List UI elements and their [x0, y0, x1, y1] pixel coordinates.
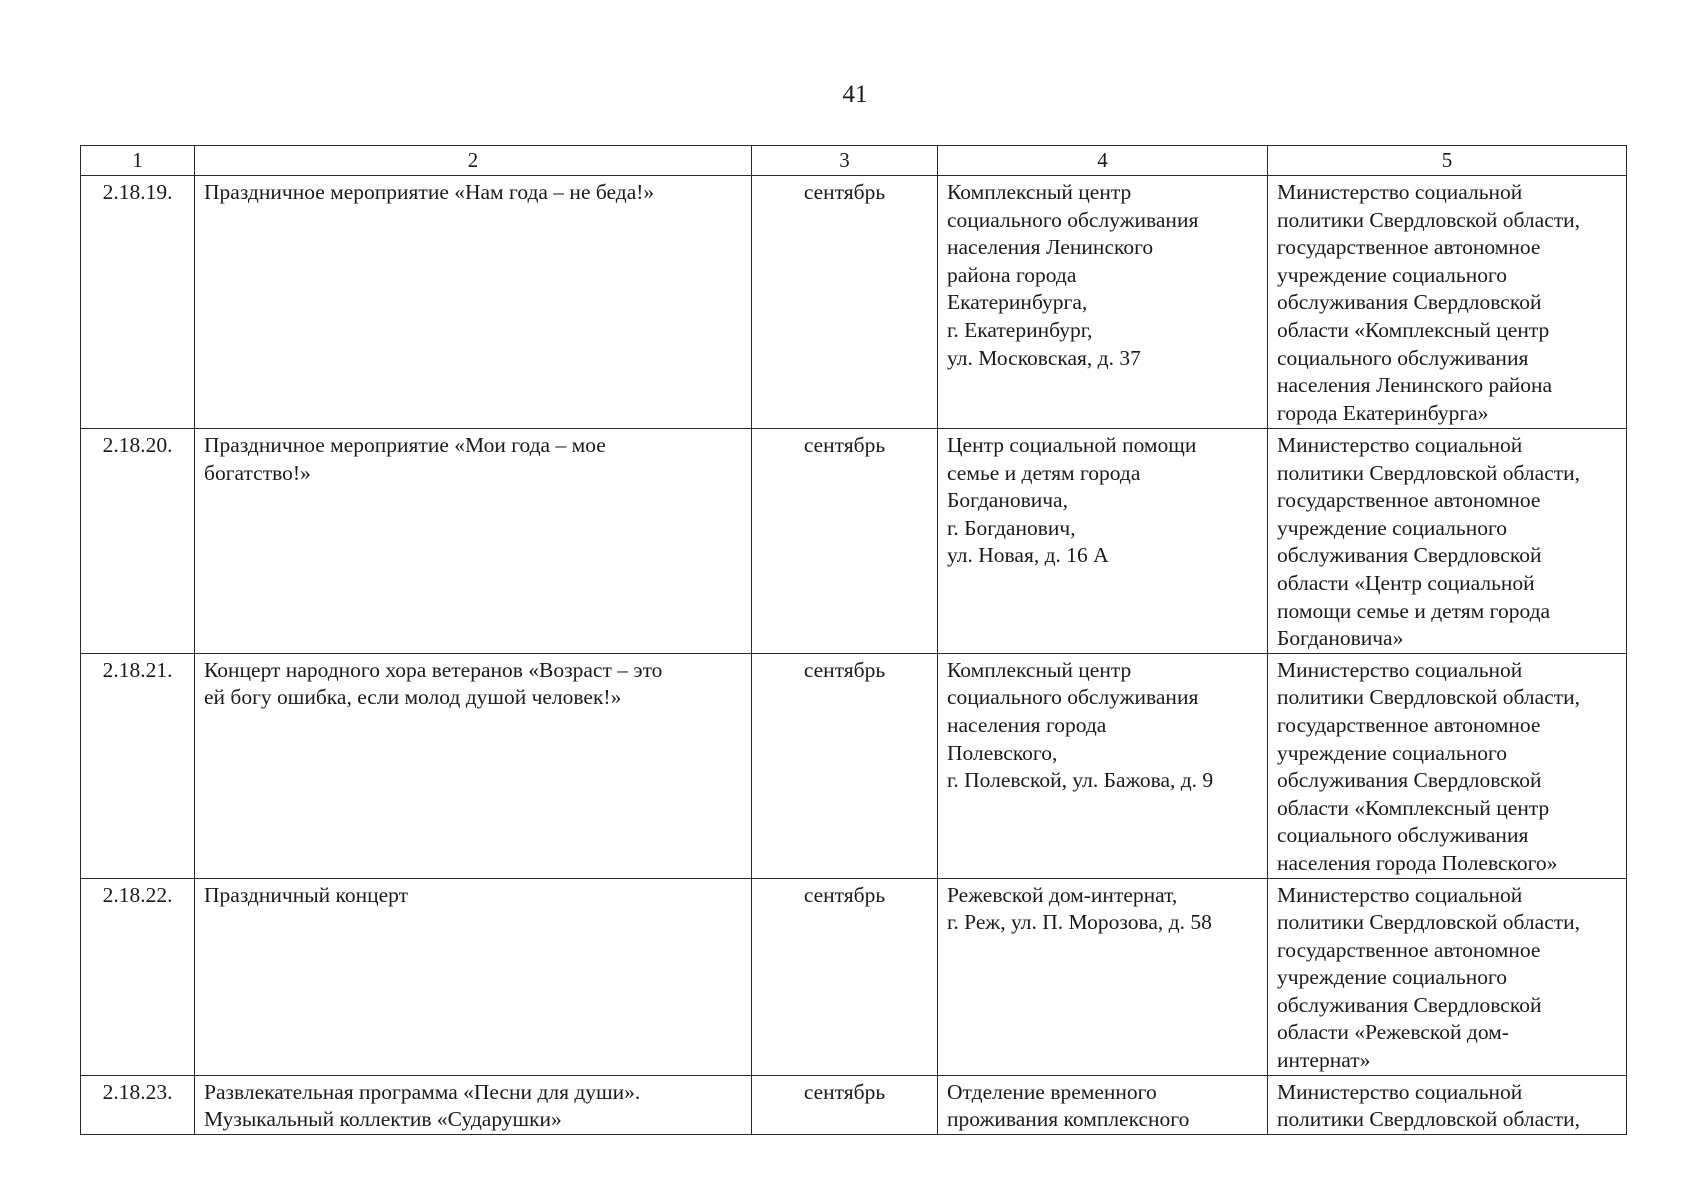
row-number: 2.18.23. — [102, 1079, 173, 1104]
date-cell — [752, 653, 938, 878]
table-row — [81, 653, 1627, 878]
table-row — [81, 878, 1627, 1075]
event-organizer: Министерство социальной политики Свердловской области, государственное автономное учреждение социального обслуживания Свердловской области «Комплексный центр социального обслуживания населения города Полевского» — [1277, 657, 1581, 875]
place-cell — [938, 429, 1268, 654]
organizer-cell — [1268, 429, 1627, 654]
event-cell — [195, 176, 752, 429]
row-number: 2.18.22. — [102, 882, 173, 907]
event-cell — [195, 429, 752, 654]
place-cell — [938, 176, 1268, 429]
organizer-cell — [1268, 878, 1627, 1075]
page-number: 41 — [842, 81, 868, 108]
event-place: Центр социальной помощи семье и детям города Богдановича, г. Богданович, ул. Новая, д. 16 А — [947, 433, 1197, 568]
table-row — [81, 176, 1627, 429]
event-date: сентябрь — [803, 433, 886, 457]
event-organizer: Министерство социальной политики Свердловской области, государственное автономное учреждение социального обслуживания Свердловской области «Комплексный центр социального обслуживания населения Ленинского района города Екатеринбурга» — [1277, 180, 1581, 425]
event-cell — [195, 1075, 752, 1134]
date-cell — [752, 878, 938, 1075]
row-number-cell — [81, 653, 195, 878]
date-cell — [752, 429, 938, 654]
date-cell — [752, 176, 938, 429]
event-place: Отделение временного проживания комплексного — [947, 1079, 1190, 1132]
events-table — [80, 145, 1627, 1135]
event-organizer: Министерство социальной политики Свердловской области, государственное автономное учреждение социального обслуживания Свердловской области «Режевской дом- интернат» — [1277, 882, 1581, 1073]
event-place: Комплексный центр социального обслуживания населения Ленинского района города Екатеринбурга, г. Екатеринбург, ул. Московская, д. 37 — [947, 180, 1199, 370]
event-cell — [195, 878, 752, 1075]
row-number-cell — [81, 1075, 195, 1134]
event-name: Праздничное мероприятие «Нам года – не беда!» — [204, 180, 655, 204]
organizer-cell — [1268, 176, 1627, 429]
event-date: сентябрь — [803, 180, 886, 204]
event-place: Режевской дом-интернат, г. Реж, ул. П. Морозова, д. 58 — [947, 882, 1212, 935]
column-header-5: 5 — [1268, 146, 1627, 176]
event-organizer: Министерство социальной политики Свердловской области, государственное автономное учреждение социального обслуживания Свердловской области «Центр социальной помощи семье и детям города Богдановича» — [1277, 433, 1581, 651]
event-name: Праздничное мероприятие «Мои года – мое богатство!» — [204, 433, 606, 485]
place-cell — [938, 653, 1268, 878]
date-cell — [752, 1075, 938, 1134]
event-date: сентябрь — [803, 1079, 886, 1104]
event-name: Праздничный концерт — [204, 882, 409, 907]
column-header-3: 3 — [752, 146, 938, 176]
event-date: сентябрь — [803, 657, 886, 682]
row-number-cell — [81, 878, 195, 1075]
row-number-cell — [81, 176, 195, 429]
event-date: сентябрь — [803, 882, 886, 907]
event-place: Комплексный центр социального обслуживания населения города Полевского, г. Полевской, ул. Бажова, д. 9 — [947, 657, 1214, 793]
column-header-4: 4 — [938, 146, 1268, 176]
row-number-cell — [81, 429, 195, 654]
organizer-cell — [1268, 653, 1627, 878]
table-row — [81, 1075, 1627, 1134]
event-name: Концерт народного хора ветеранов «Возраст – это ей богу ошибка, если молод душой человек!» — [204, 657, 663, 710]
place-cell — [938, 1075, 1268, 1134]
row-number: 2.18.20. — [102, 433, 173, 457]
table-header-row — [81, 146, 1627, 176]
event-cell — [195, 653, 752, 878]
row-number: 2.18.19. — [102, 180, 173, 204]
column-header-2: 2 — [195, 146, 752, 176]
row-number: 2.18.21. — [102, 657, 173, 682]
event-organizer: Министерство социальной политики Свердловской области, — [1277, 1079, 1581, 1132]
event-name: Развлекательная программа «Песни для души». Музыкальный коллектив «Сударушки» — [204, 1079, 641, 1132]
table-row — [81, 429, 1627, 654]
organizer-cell — [1268, 1075, 1627, 1134]
place-cell — [938, 878, 1268, 1075]
column-header-1: 1 — [81, 146, 195, 176]
